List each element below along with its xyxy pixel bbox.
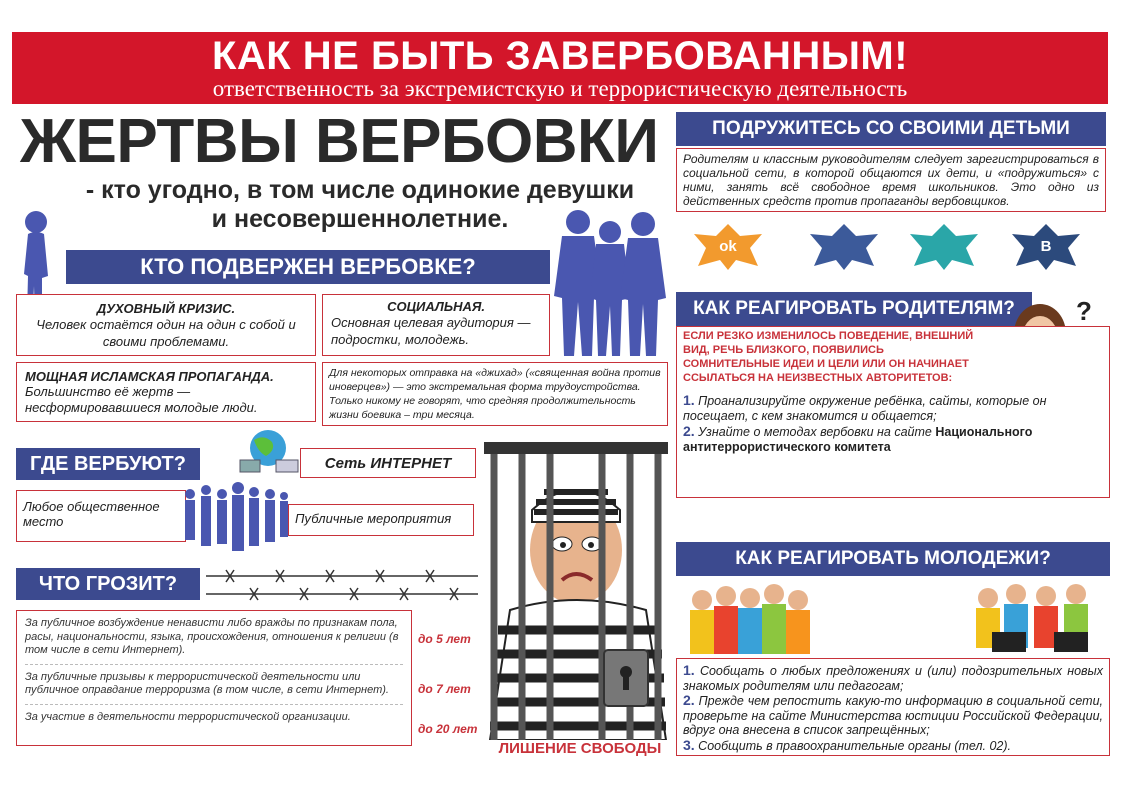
mail-leaf-icon: [808, 222, 880, 270]
social-title: СОЦИАЛЬНАЯ.: [387, 299, 485, 314]
youth-step-3-text: Сообщить в правоохранительные органы (тел. 02).: [698, 738, 1011, 753]
public-place-label: Любое общественное место: [16, 490, 186, 542]
internet-label: Сеть ИНТЕРНЕТ: [300, 448, 476, 478]
victims-lead-line1: - кто угодно, в том числе одинокие девушки: [85, 176, 635, 204]
barbed-wire-icon: [206, 562, 478, 606]
threat-item-1: За публичное возбуждение ненависти либо вражды по признакам пола, расы, национальности, языка, происхождения, отношения к религии (в том числе в сети Интернет).: [25, 617, 399, 656]
victims-lead-line2: и несовершеннолетние.: [211, 205, 509, 233]
threat-item-2: За публичные призывы к террористической деятельности или публичное оправдание терроризма (в том числе, в сети Интернет).: [25, 664, 403, 698]
friends-title: ПОДРУЖИТЕСЬ СО СВОИМИ ДЕТЬМИ: [676, 112, 1106, 146]
who-title: КТО ПОДВЕРЖЕН ВЕРБОВКЕ?: [66, 250, 550, 284]
threat-item-3: За участие в деятельности террористической организации.: [25, 704, 403, 725]
question-mark-icon: ?: [1076, 296, 1092, 326]
internet-globe-icon: [236, 426, 300, 474]
parents-step-1-text: Проанализируйте окружение ребёнка, сайты, которые он посещает, с кем знакомится и общается;: [683, 394, 1047, 423]
parents-steps: [683, 393, 1103, 455]
parents-step-2-link: Национального антитеррористического комитета: [683, 425, 1033, 454]
poster-title: КАК НЕ БЫТЬ ЗАВЕРБОВАННЫМ!: [211, 34, 909, 78]
parents-card: [676, 326, 1110, 498]
youth-step-3: [683, 738, 1103, 754]
threat-term-2: до 7 лет: [418, 682, 471, 696]
public-events-label: Публичные мероприятия: [288, 504, 474, 536]
youth-step-1: [683, 663, 1103, 693]
odnoklassniki-label: ok: [719, 237, 737, 255]
friends-text: Родителям и классным руководителям следует зарегистрироваться в социальной сети, в которой общаются их дети, и «подружиться» с ними, занять всё свободное время школьников. Это одно из действенных средств против пропаганды вербовщиков.: [676, 148, 1106, 212]
vkontakte-label: B: [1040, 237, 1052, 255]
youth-step-2: [683, 693, 1103, 738]
propaganda-text: Большинство её жертв — несформировавшиеся молодые люди.: [25, 384, 258, 415]
parents-step-1: [683, 393, 1103, 424]
parents-step-2-num: 2.: [683, 423, 695, 439]
youth-step-2-num: 2.: [683, 692, 695, 708]
teens-silhouette: [548, 206, 668, 356]
youth-step-3-num: 3.: [683, 736, 695, 753]
parents-step-2-text: Узнайте о методах вербовки на сайте: [698, 425, 936, 439]
youth-card: [676, 658, 1110, 756]
victims-heading: ЖЕРТВЫ ВЕРБОВКИ: [20, 107, 659, 176]
youth-step-1-num: 1.: [683, 662, 695, 678]
parents-title: КАК РЕАГИРОВАТЬ РОДИТЕЛЯМ?: [676, 292, 1032, 326]
jihad-note: Для некоторых отправка на «джихад» («священная война против иноверцев») — это экстремальная форма трудоустройства. Только никому не говорят, что средняя продолжительность жизни боевика – три месяца.: [322, 362, 668, 426]
odnoklassniki-leaf-icon: [692, 222, 764, 270]
students-laptops-photo: [968, 578, 1104, 654]
social-text: Основная целевая аудитория — подростки, молодежь.: [331, 315, 531, 347]
header-banner: [12, 32, 1108, 104]
where-title: ГДЕ ВЕРБУЮТ?: [16, 448, 200, 480]
parents-step-1-num: 1.: [683, 392, 695, 408]
propaganda-card: [16, 362, 316, 422]
youth-title: КАК РЕАГИРОВАТЬ МОЛОДЕЖИ?: [676, 542, 1110, 576]
crisis-card: [16, 294, 316, 356]
threat-term-3: до 20 лет: [418, 722, 478, 736]
parents-step-2: [683, 424, 1103, 455]
youth-step-1-text: Сообщать о любых предложениях и (или) подозрительных новых знакомых родителям или педагогам;: [683, 664, 1103, 693]
threat-term-1: до 5 лет: [418, 632, 471, 646]
twitter-leaf-icon: [908, 222, 980, 270]
prisoner-illustration: [470, 440, 682, 740]
threat-list: [16, 610, 412, 746]
social-card: [322, 294, 550, 356]
poster-subtitle: ответственность за экстремистскую и террористическую деятельность: [212, 76, 908, 101]
crisis-text: Человек остаётся один на один с собой и своими проблемами.: [36, 317, 296, 349]
crisis-title: ДУХОВНЫЙ КРИЗИС.: [96, 301, 236, 316]
youth-step-2-text: Прежде чем репостить какую-то информацию в социальной сети, проверьте на сайте Министерства юстиции Российской Федерации, вдруг она внесена в список запрещённых;: [683, 694, 1103, 737]
crowd-silhouette: [180, 480, 290, 552]
youth-group-photo: [686, 578, 812, 654]
parents-alert: ЕСЛИ РЕЗКО ИЗМЕНИЛОСЬ ПОВЕДЕНИЕ, ВНЕШНИЙ ВИД, РЕЧЬ БЛИЗКОГО, ПОЯВИЛИСЬ СОМНИТЕЛЬНЫЕ ИДЕИ И ЦЕЛИ ИЛИ ОН НАЧИНАЕТ ССЫЛАТЬСЯ НА НЕИЗВЕСТНЫХ АВТОРИТЕТОВ:: [683, 330, 974, 384]
threat-title: ЧТО ГРОЗИТ?: [16, 568, 200, 600]
propaganda-title: МОЩНАЯ ИСЛАМСКАЯ ПРОПАГАНДА.: [25, 369, 274, 384]
vkontakte-leaf-icon: [1010, 222, 1082, 270]
prison-label: ЛИШЕНИЕ СВОБОДЫ: [498, 740, 662, 757]
